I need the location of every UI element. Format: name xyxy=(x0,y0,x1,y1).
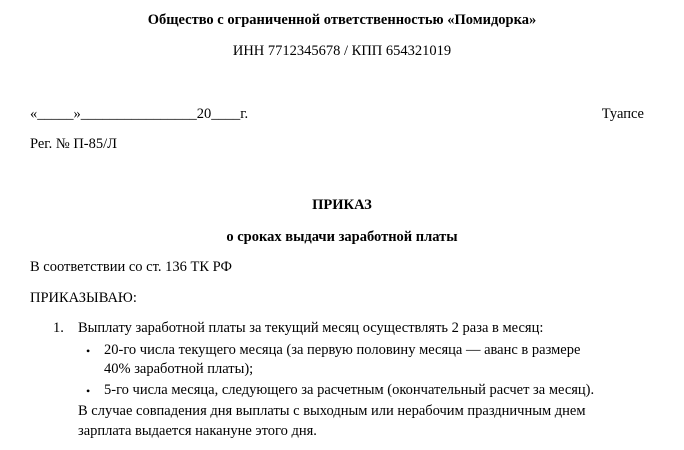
note-text-continued: зарплата выдается накануне этого дня. xyxy=(78,423,317,439)
bullet-item-text-continued: 40% заработной платы); xyxy=(104,361,254,377)
list-item-text: Выплату заработной платы за текущий месяц осуществлять 2 раза в месяц: xyxy=(78,320,544,336)
date-line: «_____»________________20____г. xyxy=(30,106,249,122)
organization-name: Общество с ограниченной ответственностью «Помидорка» xyxy=(147,12,537,28)
bullet-item-text: 20-го числа текущего месяца (за первую половину месяца — аванс в размере xyxy=(104,342,581,358)
note-text: В случае совпадения дня выплаты с выходным или нерабочим праздничным днем xyxy=(78,403,586,419)
bullet-icon: • xyxy=(86,384,91,398)
order-command: ПРИКАЗЫВАЮ: xyxy=(30,290,137,306)
list-item-number: 1. xyxy=(53,320,64,336)
city-name: Туапсе xyxy=(601,106,644,122)
inn-kpp: ИНН 7712345678 / КПП 654321019 xyxy=(232,43,452,59)
bullet-item-text: 5-го числа месяца, следующего за расчетным (окончательный расчет за месяц). xyxy=(104,382,595,398)
order-subtitle: о сроках выдачи заработной платы xyxy=(226,229,458,245)
bullet-icon: • xyxy=(86,344,91,358)
legal-basis: В соответствии со ст. 136 ТК РФ xyxy=(30,259,232,275)
order-title: ПРИКАЗ xyxy=(312,197,372,213)
registration-number: Рег. № П-85/Л xyxy=(30,136,117,152)
